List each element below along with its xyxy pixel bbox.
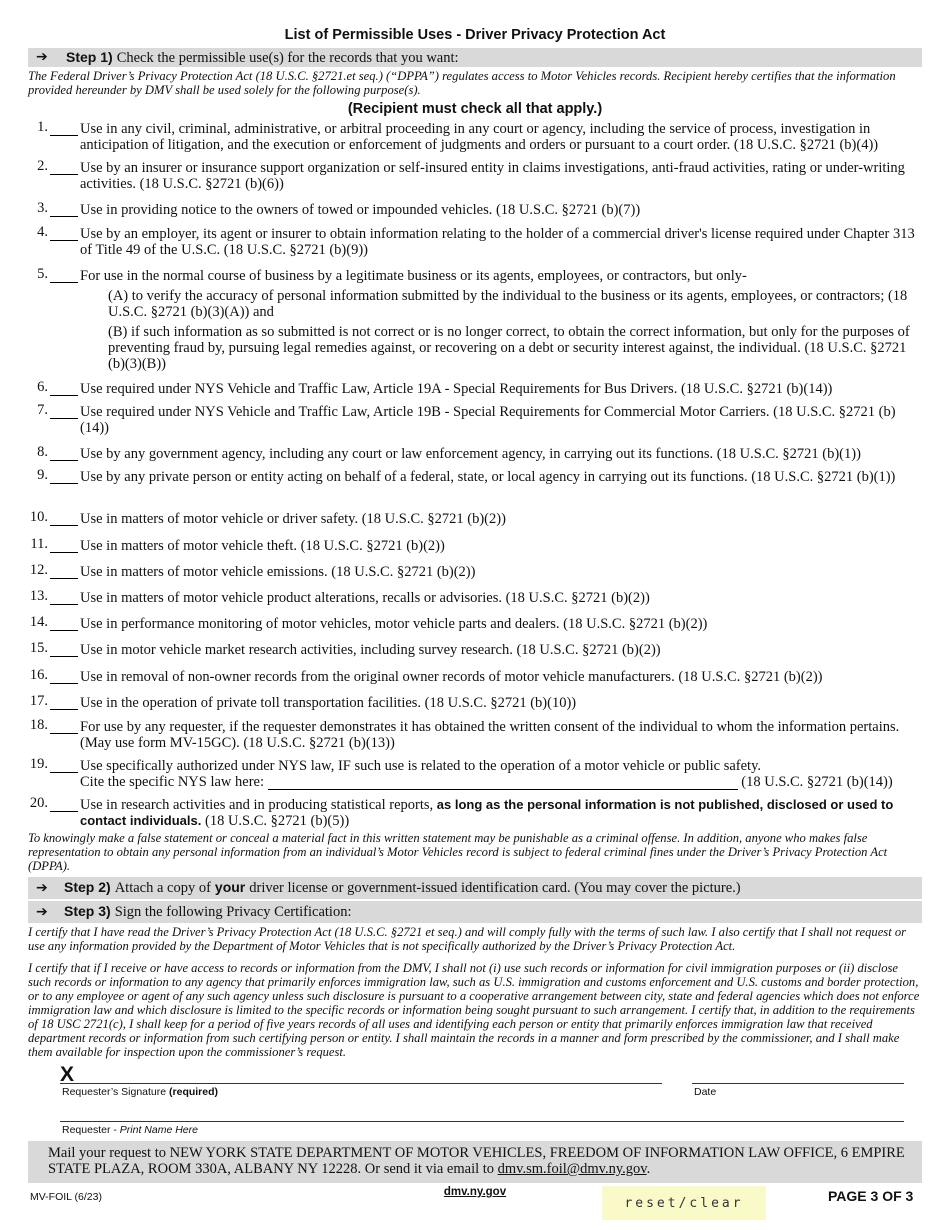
item-text: For use by any requester, if the requester demonstrates it has obtained the written consent of the individual to whom the information pertains. (May use form MV-15GC). (18 U.S.C. §2721 (b)(13))	[80, 719, 900, 751]
checkbox-line[interactable]	[50, 758, 78, 773]
site-link-wrap	[0, 1186, 950, 1198]
item-text: Use in removal of non-owner records from the original owner records of motor vehicle manufacturers. (18 U.S.C. §2721 (b)(2))	[80, 669, 823, 685]
dppa-intro: The Federal Driver’s Privacy Protection Act (18 U.S.C. §2721.et seq.) (“DPPA”) regulates access to Motor Vehicles records. Recipient hereby certifies that the information provided hereunder by DMV shall be used solely for the following purpose(s).	[28, 69, 896, 97]
checkbox-line[interactable]	[50, 226, 78, 241]
step3-bar	[28, 901, 922, 923]
item-number: 18.	[29, 717, 48, 733]
item-number: 7.	[37, 402, 48, 418]
must-check-note: (Recipient must check all that apply.)	[347, 101, 603, 117]
step3-label: Step 3)	[64, 903, 111, 919]
item-number: 11.	[30, 536, 48, 552]
item-number: 2.	[37, 158, 48, 174]
checkbox-line[interactable]	[50, 616, 78, 631]
item-number: 3.	[37, 200, 48, 216]
checkbox-line[interactable]	[50, 538, 78, 553]
page-number: PAGE 3 OF 3	[828, 1188, 914, 1204]
item-text: Use specifically authorized under NYS law, IF such use is related to the operation of a motor vehicle or public safety.	[80, 758, 762, 774]
item-text: Use required under NYS Vehicle and Traffic Law, Article 19A - Special Requirements for Bus Drivers. (18 U.S.C. §2721 (b)(14))	[80, 381, 833, 397]
item-subclause-b: (B) if such information as so submitted is not correct or is no longer correct, to obtain the correct information, but only for the purposes of preventing fraud by, pursuing legal remedies against, or recovering on a debt or security interest against, the individual. (18 U.S.C. §2721 (b)(3)(B))	[108, 324, 910, 372]
list-item	[28, 469, 922, 485]
checkbox-line[interactable]	[50, 695, 78, 710]
item-subclause-a: (A) to verify the accuracy of personal information submitted by the individual to the business or its agents, employees, or contractors; (18 U.S.C. §2721 (b)(3)(A)) and	[108, 288, 908, 320]
checkbox-line[interactable]	[50, 404, 78, 419]
reset-clear-button[interactable]: reset/clear	[602, 1186, 766, 1220]
email-link[interactable]: dmv.sm.foil@dmv.ny.gov	[497, 1161, 647, 1177]
item-number: 8.	[37, 444, 48, 460]
step1-bar	[28, 48, 922, 67]
checkbox-line[interactable]	[50, 564, 78, 579]
cite-law-code: (18 U.S.C. §2721 (b)(14))	[741, 774, 893, 790]
arrow-right-icon: ➔	[36, 904, 48, 920]
checkbox-line[interactable]	[50, 160, 78, 175]
list-item	[28, 719, 922, 751]
step3-text: Sign the following Privacy Certification:	[114, 904, 352, 920]
step2-emphasis: your	[214, 879, 246, 895]
checkbox-line[interactable]	[50, 381, 78, 396]
item-number: 15.	[29, 640, 48, 656]
checkbox-line[interactable]	[50, 797, 78, 812]
item-number: 20.	[29, 795, 48, 811]
checkbox-line[interactable]	[50, 469, 78, 484]
item-number: 6.	[37, 379, 48, 395]
item-text: Use by an insurer or insurance support organization or self-insured entity in claims investigations, anti-fraud activities, rating or under-writing activities. (18 U.S.C. §2721 (b)(6))	[80, 160, 905, 192]
list-item	[28, 590, 922, 606]
list-item	[28, 564, 922, 580]
date-label: Date	[694, 1086, 717, 1098]
checkbox-line[interactable]	[50, 511, 78, 526]
checkbox-line[interactable]	[50, 202, 78, 217]
certification-1: I certify that I have read the Driver’s Privacy Protection Act (18 U.S.C. §2721 et seq.) and will comply fully with the terms of such law. I also certify that I shall not request or use any information provided by the Department of Motor Vehicles that is not specifically authorized by the Driver’s Privacy Protection Act.	[28, 925, 907, 953]
cite-law-input[interactable]	[268, 775, 738, 790]
item-text: Use in the operation of private toll transportation facilities. (18 U.S.C. §2721 (b)(10))	[80, 695, 577, 711]
list-item	[28, 695, 922, 711]
step2-label: Step 2)	[64, 879, 111, 895]
mail-instructions: Mail your request to NEW YORK STATE DEPARTMENT OF MOTOR VEHICLES, FREEDOM OF INFORMATION LAW OFFICE, 6 EMPIRE STATE PLAZA, ROOM 330A, ALBANY NY 12228. Or send it via email to dmv.sm.foil@dmv.ny.gov.	[28, 1141, 922, 1183]
checkbox-line[interactable]	[50, 268, 78, 283]
list-item	[28, 758, 922, 790]
list-item	[28, 511, 922, 527]
step2-bar	[28, 877, 922, 899]
item-number: 14.	[29, 614, 48, 630]
signature-field[interactable]	[60, 1066, 662, 1084]
list-item	[28, 121, 922, 153]
item-text: Use in providing notice to the owners of towed or impounded vehicles. (18 U.S.C. §2721 (b)(7))	[80, 202, 641, 218]
item-bold-text: as long as the personal information is not published, disclosed or used to contact individuals.	[80, 797, 894, 828]
checkbox-line[interactable]	[50, 669, 78, 684]
step1-label: Step 1)	[66, 49, 113, 65]
print-name-label: Requester - Print Name Here	[62, 1124, 198, 1136]
list-item	[28, 797, 922, 829]
item-text: Use by any private person or entity acting on behalf of a federal, state, or local agency in carrying out its functions. (18 U.S.C. §2721 (b)(1))	[80, 469, 896, 485]
item-text: Use in performance monitoring of motor vehicles, motor vehicle parts and dealers. (18 U.S.C. §2721 (b)(2))	[80, 616, 708, 632]
item-text: Use in matters of motor vehicle emissions. (18 U.S.C. §2721 (b)(2))	[80, 564, 476, 580]
item-number: 19.	[29, 756, 48, 772]
item-text: Use in matters of motor vehicle or driver safety. (18 U.S.C. §2721 (b)(2))	[80, 511, 506, 527]
item-text: Use in matters of motor vehicle product alterations, recalls or advisories. (18 U.S.C. §2721 (b)(2))	[80, 590, 650, 606]
item-number: 4.	[37, 224, 48, 240]
item-number: 12.	[29, 562, 48, 578]
item-text: Use in research activities and in producing statistical reports,	[80, 797, 434, 813]
item-number: 5.	[37, 266, 48, 282]
arrow-right-icon: ➔	[36, 49, 48, 65]
item-text: For use in the normal course of business by a legitimate business or its agents, employees, or contractors, but only-	[80, 268, 747, 284]
list-item	[28, 446, 922, 462]
item-text: Use by an employer, its agent or insurer to obtain information relating to the holder of a commercial driver's license required under Chapter 313 of Title 49 of the U.S.C. (18 U.S.C. §2721 (b)(9))	[80, 226, 915, 258]
list-item	[28, 669, 922, 685]
item-text: Use in matters of motor vehicle theft. (18 U.S.C. §2721 (b)(2))	[80, 538, 445, 554]
item-number: 9.	[37, 467, 48, 483]
step2-text: Attach a copy of	[114, 880, 211, 896]
criminal-warning: To knowingly make a false statement or conceal a material fact in this written statement may be punishable as a criminal offense. In addition, anyone who makes false representation to obtain any personal information from an individual’s Motor Vehicles record is subject to federal criminal fines under the Driver’s Privacy Protection Act (DPPA).	[28, 831, 888, 873]
site-link[interactable]: dmv.ny.gov	[443, 1186, 507, 1198]
list-item	[28, 202, 922, 218]
list-item	[28, 538, 922, 554]
item-text: Use by any government agency, including any court or law enforcement agency, in carrying out its functions. (18 U.S.C. §2721 (b)(1))	[80, 446, 861, 462]
signature-x-mark: X	[60, 1063, 75, 1086]
list-item	[28, 160, 922, 192]
list-item	[28, 226, 922, 258]
item-text: Use in any civil, criminal, administrative, or arbitral proceeding in any court or agency, including the service of process, investigation in anticipation of litigation, and the execution or enforcement of judgments and orders or pursuant to a court order. (18 U.S.C. §2721 (b)(4))	[80, 121, 879, 153]
checkbox-line[interactable]	[50, 446, 78, 461]
cite-law-label: Cite the specific NYS law here:	[80, 774, 265, 790]
item-text: Use required under NYS Vehicle and Traffic Law, Article 19B - Special Requirements for Commercial Motor Carriers. (18 U.S.C. §2721 (b)(14))	[80, 404, 896, 436]
page-title: List of Permissible Uses - Driver Privacy Protection Act	[284, 27, 666, 43]
checkbox-line[interactable]	[50, 121, 78, 136]
item-code: (18 U.S.C. §2721 (b)(5))	[204, 813, 350, 829]
form-id: MV-FOIL (6/23)	[30, 1191, 102, 1203]
item-number: 10.	[29, 509, 48, 525]
list-item	[28, 642, 922, 658]
arrow-right-icon: ➔	[36, 880, 48, 896]
required-marker: (required)	[169, 1086, 219, 1098]
checkbox-line[interactable]	[50, 719, 78, 734]
item-text: Use in motor vehicle market research activities, including survey research. (18 U.S.C. §2721 (b)(2))	[80, 642, 661, 658]
print-name-field[interactable]	[60, 1104, 904, 1122]
list-item	[28, 404, 922, 436]
checkbox-line[interactable]	[50, 590, 78, 605]
item-number: 1.	[37, 119, 48, 135]
mail-text: Mail your request to NEW YORK STATE DEPARTMENT OF MOTOR VEHICLES, FREEDOM OF INFORMATION LAW OFFICE, 6 EMPIRE STATE PLAZA, ROOM 330A, ALBANY NY 12228. Or send it via email to	[48, 1145, 905, 1177]
step2-text-rest: driver license or government-issued identification card. (You may cover the picture.)	[249, 880, 741, 896]
step1-text: Check the permissible use(s) for the records that you want:	[116, 50, 459, 66]
item-number: 17.	[29, 693, 48, 709]
certification-2: I certify that if I receive or have access to records or information from the DMV, I shall not (i) use such records or information for civil immigration purposes or (ii) disclose such records or information to any agency that primarily enforces immigration law, such as U.S. immigration and customs enforcement and U.S. customs and border protection, or to any employee or agent of any such agency unless such disclosure is pursuant to a cooperative arrangement between city, state and federal agencies which does not enforce immigration law and which disclosure is limited to the specific records or information being sought pursuant to such arrangement. I certify that, in addition to the requirements of 18 USC 2721(c), I shall keep for a period of five years records of all uses and identifying each person or entity that primarily enforces immigration law that received department records or information from such certifying person or entity. I shall maintain the records in a manner and form prescribed by the commissioner, and I shall make them available for inspection upon the commissioner’s request.	[28, 961, 920, 1059]
item-number: 13.	[29, 588, 48, 604]
date-field[interactable]	[692, 1066, 904, 1084]
list-item	[28, 616, 922, 632]
list-item	[28, 381, 922, 397]
signature-label: Requester’s Signature (required)	[62, 1086, 219, 1098]
item-number: 16.	[29, 667, 48, 683]
list-item	[28, 268, 922, 372]
checkbox-line[interactable]	[50, 642, 78, 657]
